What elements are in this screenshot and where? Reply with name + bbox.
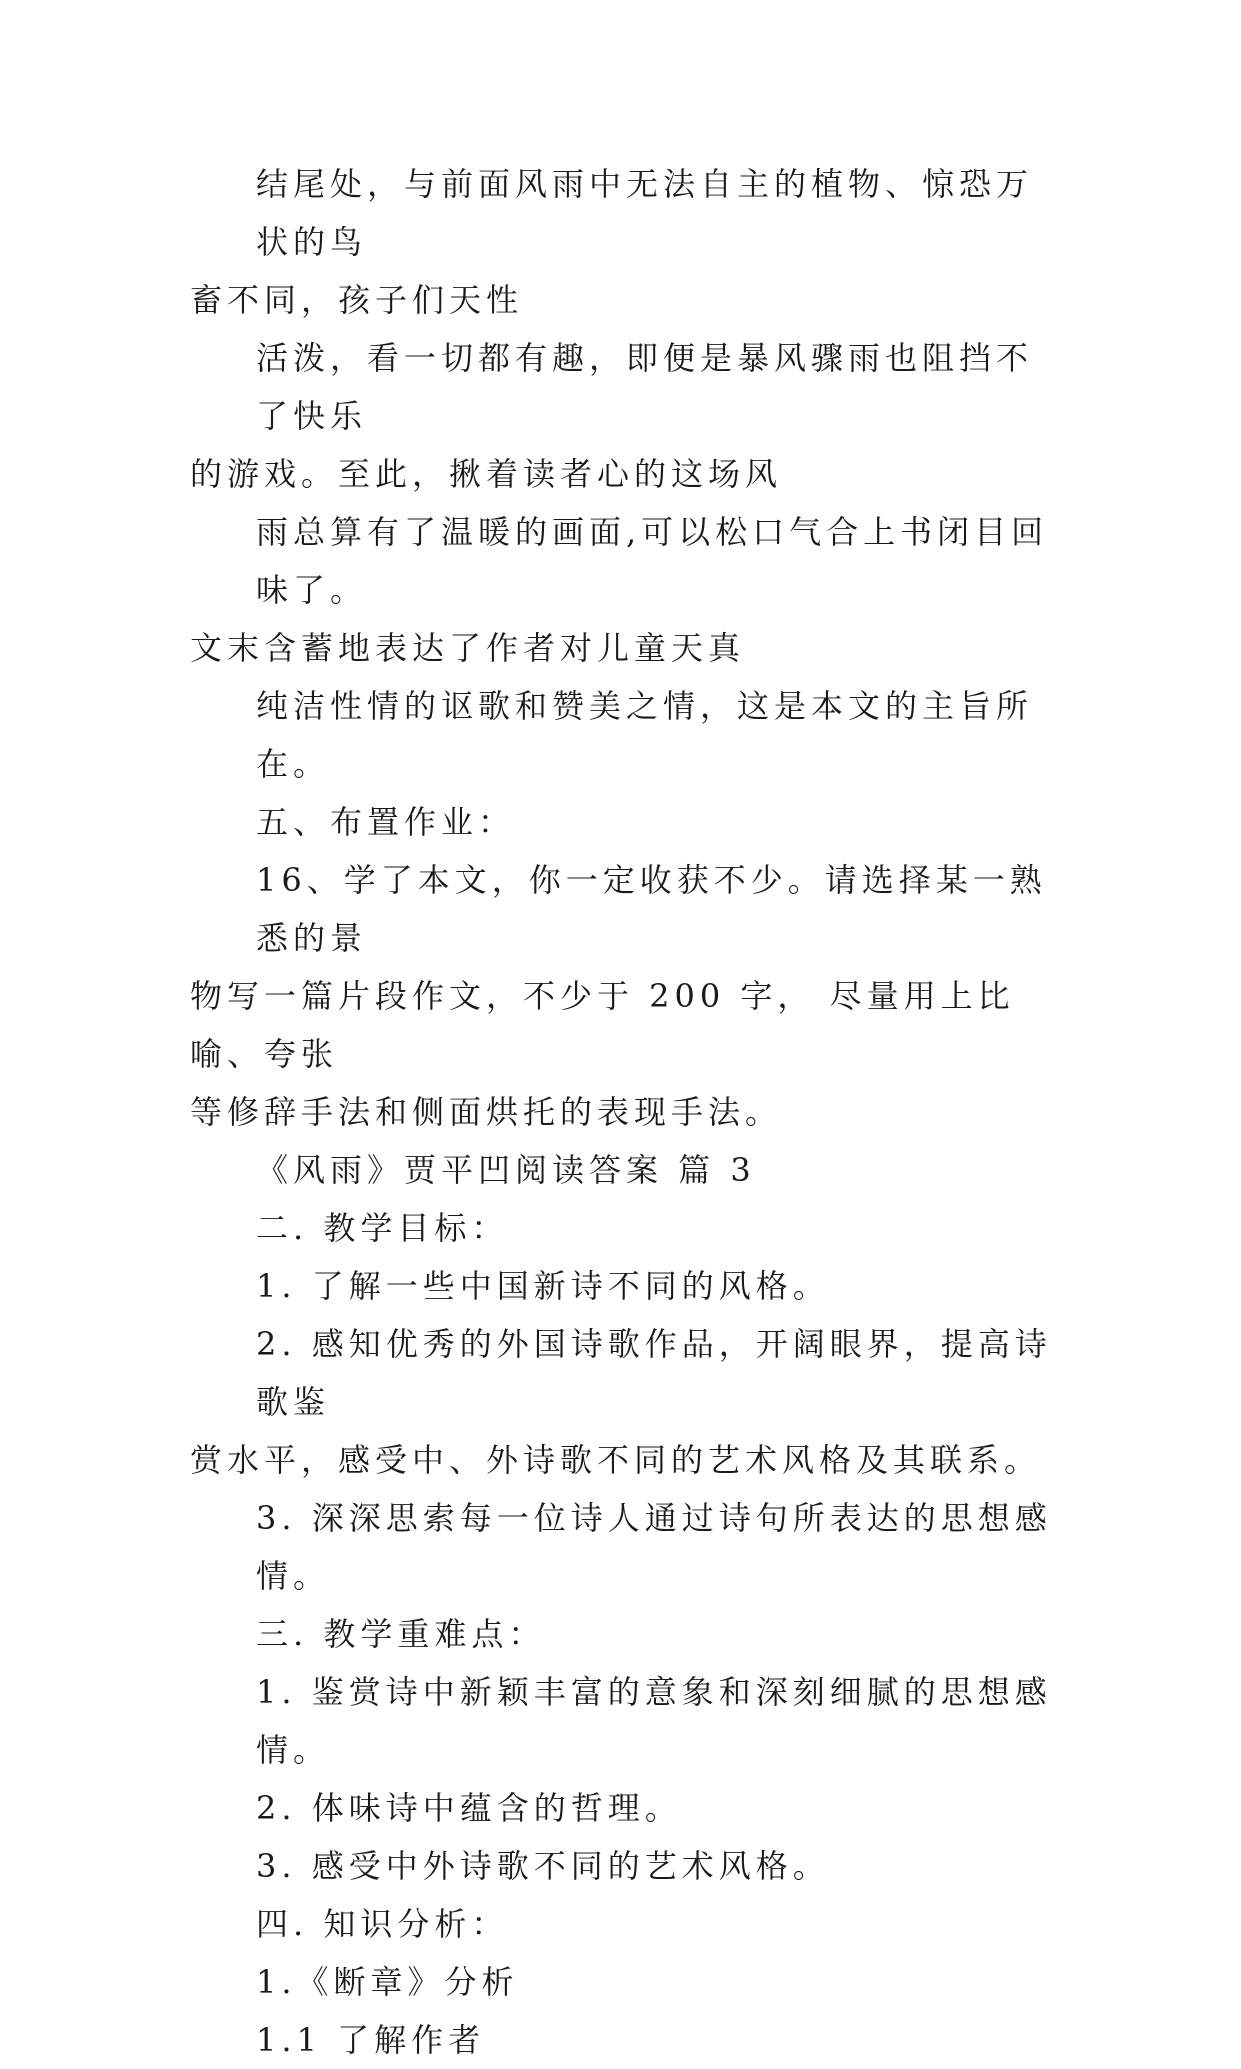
section-heading: 三. 教学重难点： — [256, 1615, 546, 1653]
section-heading: 四. 知识分析： — [256, 1905, 509, 1943]
document-body — [190, 155, 1060, 2069]
text-line: 活泼，看一切都有趣，即便是暴风骤雨也阻挡不了快乐 — [256, 339, 1034, 435]
subsection-heading: 1.1 了解作者 — [256, 2021, 486, 2059]
text-line: 文末含蓄地表达了作者对儿童天真 — [190, 629, 746, 667]
text-line: 纯洁性情的讴歌和赞美之情，这是本文的主旨所在。 — [256, 687, 1034, 783]
list-item: 2. 感知优秀的外国诗歌作品，开阔眼界，提高诗歌鉴 — [256, 1325, 1052, 1421]
section-heading: 五、布置作业： — [256, 803, 516, 841]
text-line: 16、学了本文，你一定收获不少。请选择某一熟悉的景 — [256, 861, 1047, 957]
list-item: 3. 深深思索每一位诗人通过诗句所表达的思想感情。 — [256, 1499, 1052, 1595]
text-line: 等修辞手法和侧面烘托的表现手法。 — [190, 1093, 783, 1131]
section-heading: 二. 教学目标： — [256, 1209, 509, 1247]
text-line: 物写一篇片段作文，不少于 200 字， 尽量用上比喻、夸张 — [190, 977, 1015, 1073]
text-line: 的游戏。至此，揪着读者心的这场风 — [190, 455, 783, 493]
text-line: 结尾处，与前面风雨中无法自主的植物、惊恐万状的鸟 — [256, 165, 1034, 261]
list-item: 2. 体味诗中蕴含的哲理。 — [256, 1789, 682, 1827]
list-item: 1. 鉴赏诗中新颖丰富的意象和深刻细腻的思想感情。 — [256, 1673, 1052, 1769]
text-line: 畜不同，孩子们天性 — [190, 281, 524, 319]
text-line: 赏水平，感受中、外诗歌不同的艺术风格及其联系。 — [190, 1441, 1042, 1479]
list-item: 1. 了解一些中国新诗不同的风格。 — [256, 1267, 830, 1305]
subsection-heading: 1.《断章》分析 — [256, 1963, 519, 2001]
list-item: 3. 感受中外诗歌不同的艺术风格。 — [256, 1847, 830, 1885]
text-line: 雨总算有了温暖的画面,可以松口气合上书闭目回味了。 — [256, 513, 1049, 609]
article-title: 《风雨》贾平凹阅读答案 篇 3 — [256, 1151, 756, 1189]
